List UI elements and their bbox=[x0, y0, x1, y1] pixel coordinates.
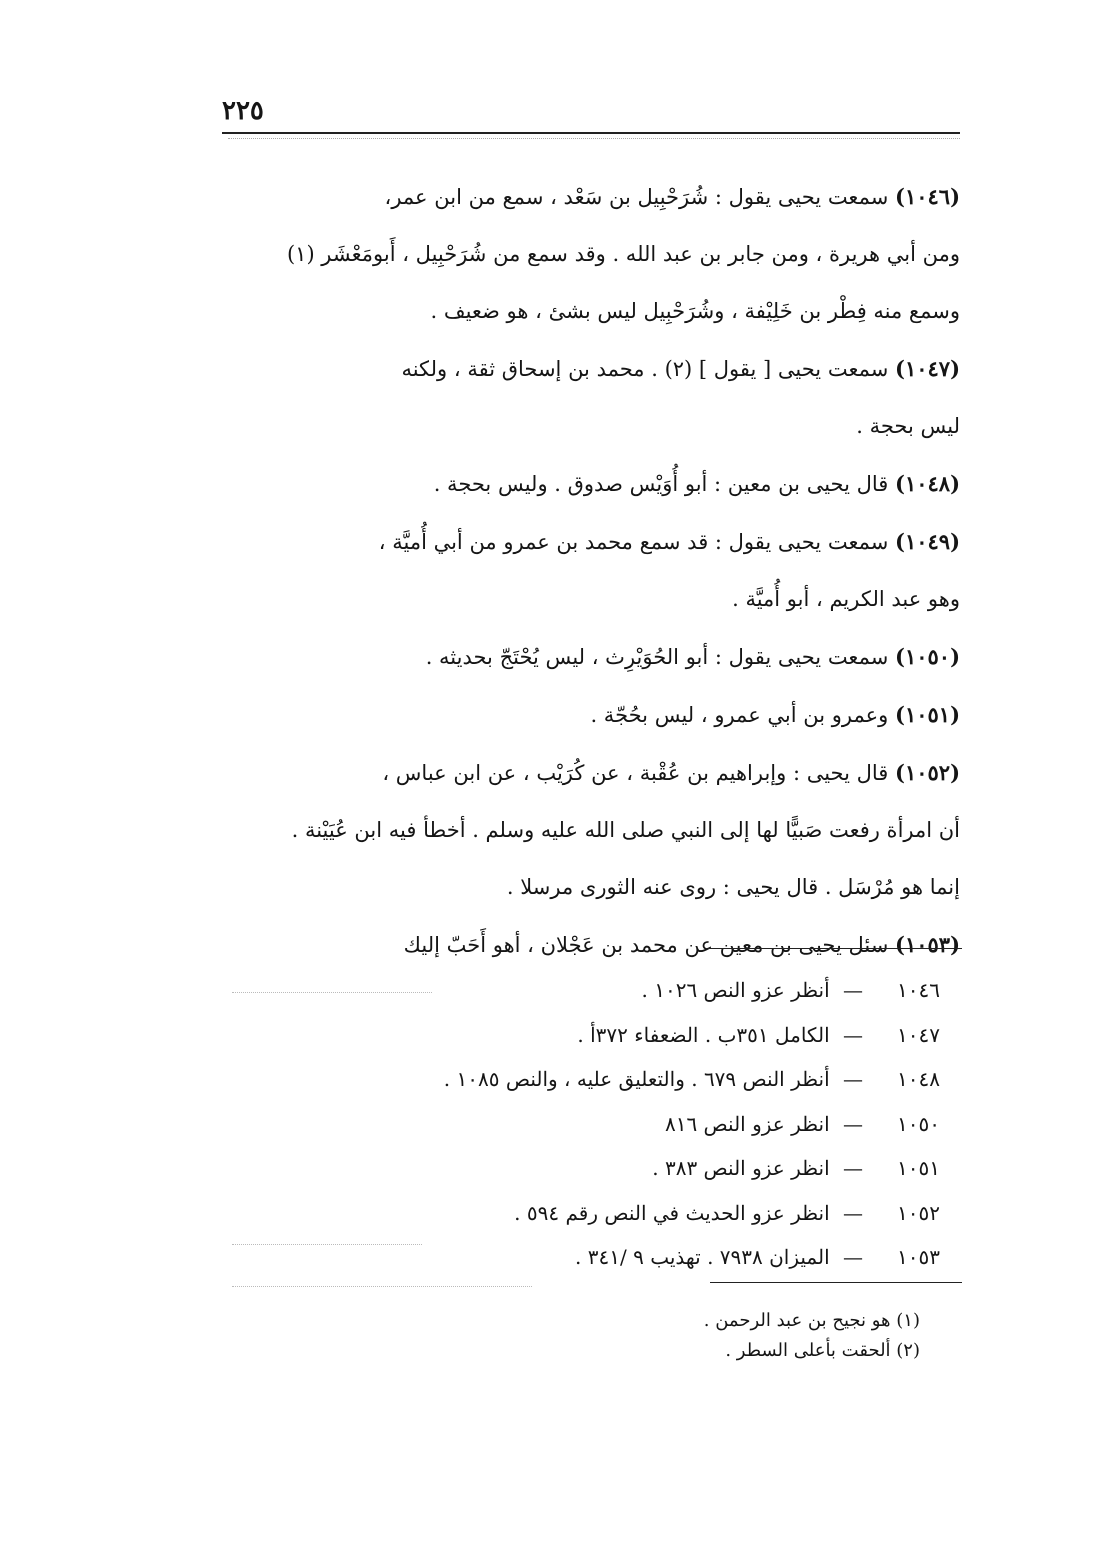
notes-separator bbox=[708, 948, 962, 949]
note-number: ١٠٥١ bbox=[897, 1156, 940, 1180]
note-number: ١٠٥٠ bbox=[897, 1111, 940, 1136]
note-number: ١٠٤٧ bbox=[897, 1022, 940, 1047]
entry-line: أن امرأة رفعت صَبيًّا لها إلى النبي صلى الله عليه وسلم . أخطأ فيه ابن عُيَيْنة . bbox=[291, 818, 960, 842]
note-text: انظر عزو الحديث في النص رقم ٥٩٤ . bbox=[514, 1200, 830, 1225]
note-number: ١٠٤٦ bbox=[897, 978, 940, 1002]
entry-line: ومن أبي هريرة ، ومن جابر بن عبد الله . وقد سمع من شُرَحْبِيل ، أَبومَعْشَر (١) bbox=[286, 242, 960, 266]
entry-number: (١٠٤٩) bbox=[895, 529, 960, 554]
entry-line: وهو عبد الكريم ، أبو أُميَّة . bbox=[732, 587, 960, 611]
entry-1048 bbox=[222, 455, 960, 513]
entry-line: وسمع منه فِطْر بن خَلِيْفة ، وشُرَحْبِيل ليس بشئ ، هو ضعيف . bbox=[430, 299, 960, 323]
note-row bbox=[440, 1235, 940, 1280]
note-row bbox=[440, 1057, 940, 1102]
entry-number: (١٠٥٠) bbox=[895, 644, 960, 669]
entry-1050 bbox=[222, 628, 960, 686]
entry-1051 bbox=[222, 686, 960, 744]
entry-number: (١٠٥٢) bbox=[895, 760, 960, 785]
note-row bbox=[440, 1013, 940, 1058]
entry-line: قال يحيى : وإبراهيم بن عُقْبة ، عن كُرَيْب ، عن ابن عباس ، bbox=[382, 761, 889, 785]
entry-line: سمعت يحيى يقول : أبو الحُوَيْرِث ، ليس يُحْتَجّ بحديثه . bbox=[425, 645, 889, 669]
footnote: (١) هو نجيح بن عبد الرحمن . bbox=[703, 1310, 920, 1331]
entry-line: قال يحيى بن معين : أبو أُوَيْس صدوق . وليس بحجة . bbox=[433, 472, 889, 496]
entry-1052 bbox=[222, 744, 960, 916]
note-number: ١٠٤٨ bbox=[897, 1067, 940, 1091]
entry-1053 bbox=[222, 916, 960, 974]
note-row bbox=[440, 1191, 940, 1236]
note-text: انظر عزو النص ٣٨٣ . bbox=[652, 1156, 830, 1180]
note-dash: — bbox=[843, 1022, 863, 1047]
footnote: (٢) ألحقت بأعلى السطر . bbox=[725, 1340, 920, 1361]
entry-line: وعمرو بن أبي عمرو ، ليس بحُجّة . bbox=[590, 703, 889, 727]
note-dash: — bbox=[843, 1111, 863, 1136]
entry-number: (١٠٥٣) bbox=[895, 932, 960, 957]
entry-1046 bbox=[222, 168, 960, 340]
note-dash: — bbox=[843, 1156, 863, 1180]
scan-speck bbox=[232, 1286, 532, 1287]
entry-number: (١٠٥١) bbox=[895, 702, 960, 727]
entry-line: إنما هو مُرْسَل . قال يحيى : روى عنه الثورى مرسلا . bbox=[506, 875, 960, 899]
note-row bbox=[440, 968, 940, 1013]
entry-line: سمعت يحيى يقول : شُرَحْبِيل بن سَعْد ، سمع من ابن عمر، bbox=[384, 185, 889, 209]
entry-number: (١٠٤٦) bbox=[895, 184, 960, 209]
note-text: أنظر عزو النص ١٠٢٦ . bbox=[641, 978, 830, 1002]
note-dash: — bbox=[843, 1200, 863, 1225]
header-rule-secondary bbox=[228, 138, 960, 139]
scan-speck bbox=[232, 1244, 422, 1245]
footnotes-separator bbox=[710, 1282, 962, 1283]
note-number: ١٠٥٢ bbox=[897, 1200, 940, 1225]
footnotes bbox=[500, 1306, 920, 1366]
note-text: الكامل ٣٥١ب . الضعفاء ٣٧٢أ . bbox=[577, 1022, 830, 1047]
note-text: أنظر النص ٦٧٩ . والتعليق عليه ، والنص ١٠٨٥ . bbox=[443, 1067, 830, 1091]
header-rule bbox=[222, 132, 960, 134]
entry-number: (١٠٤٨) bbox=[895, 471, 960, 496]
source-notes bbox=[440, 968, 940, 1280]
note-row bbox=[440, 1146, 940, 1191]
note-text: الميزان ٧٩٣٨ . تهذيب ٩ /٣٤١ . bbox=[575, 1245, 830, 1269]
note-dash: — bbox=[843, 1067, 863, 1091]
entry-number: (١٠٤٧) bbox=[895, 356, 960, 381]
note-row bbox=[440, 1102, 940, 1147]
note-dash: — bbox=[843, 1245, 863, 1269]
entry-line: ليس بحجة . bbox=[856, 414, 960, 438]
entry-line: سئل يحيى بن معين عن محمد بن عَجْلان ، أهو أَحَبّ إليك bbox=[403, 933, 889, 957]
main-text bbox=[222, 168, 960, 974]
entry-line: سمعت يحيى يقول : قد سمع محمد بن عمرو من أبي أُميَّة ، bbox=[378, 530, 889, 554]
note-dash: — bbox=[843, 978, 863, 1002]
scan-speck bbox=[232, 992, 432, 993]
entry-line: سمعت يحيى [ يقول ] (٢) . محمد بن إسحاق ثقة ، ولكنه bbox=[401, 357, 889, 381]
entry-1047 bbox=[222, 340, 960, 455]
note-text: انظر عزو النص ٨١٦ bbox=[664, 1111, 830, 1136]
page-number: ٢٢٥ bbox=[222, 96, 264, 126]
note-number: ١٠٥٣ bbox=[897, 1245, 940, 1269]
entry-1049 bbox=[222, 513, 960, 628]
